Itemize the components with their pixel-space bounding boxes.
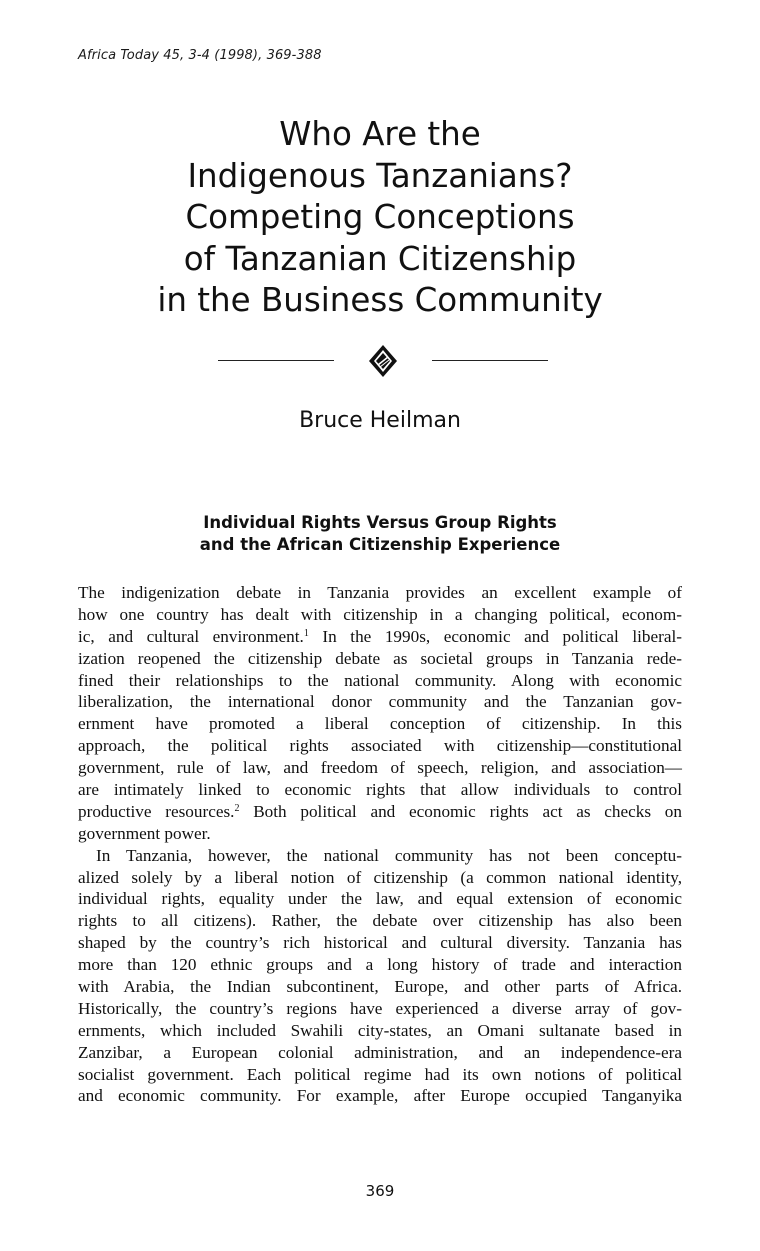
text-line: Zanzibar, a European colonial administration, and an independence-era: [78, 1042, 682, 1062]
text-line: In Tanzania, however, the national community has not been conceptu-: [96, 845, 682, 865]
text-line: individual rights, equality under the law, and equal extension of economic: [78, 889, 682, 909]
text-line: government, rule of law, and freedom of speech, religion, and association—: [78, 758, 682, 778]
title-line: Who Are the: [279, 115, 481, 153]
text-line: [78, 801, 682, 823]
divider-rule-right: [432, 360, 548, 361]
article-body: [78, 582, 682, 1107]
title-line: Competing Conceptions: [185, 198, 575, 236]
diamond-ornament-icon: [367, 344, 399, 378]
text-line: The indigenization debate in Tanzania provides an excellent example of: [78, 583, 682, 602]
title-line: in the Business Community: [157, 281, 603, 319]
text-line: approach, the political rights associated with citizenship—constitutional: [78, 736, 682, 756]
running-head-citation: Africa Today 45, 3-4 (1998), 369-388: [78, 48, 322, 63]
divider-rule-left: [218, 360, 334, 361]
text-line: [78, 626, 682, 648]
title-line: Indigenous Tanzanians?: [187, 156, 573, 195]
text-line: rights to all citizens). Rather, the debate over citizenship has also been: [78, 911, 682, 931]
text-line: fined their relationships to the national community. Along with economic: [78, 670, 682, 690]
text-fragment: In the 1990s, economic and political liberal-: [308, 626, 683, 646]
text-line: Historically, the country’s regions have experienced a diverse array of gov-: [78, 998, 682, 1018]
text-line: with Arabia, the Indian subcontinent, Europe, and other parts of Africa.: [78, 977, 682, 997]
text-line: liberalization, the international donor community and the Tanzanian gov-: [78, 692, 682, 712]
text-line: ernments, which included Swahili city-states, an Omani sultanate based in: [78, 1020, 682, 1040]
author-name: Bruce Heilman: [299, 408, 461, 433]
text-line: how one country has dealt with citizenship in a changing political, econom-: [78, 604, 682, 624]
text-line: ernment have promoted a liberal conception of citizenship. In this: [78, 714, 682, 734]
text-line: alized solely by a liberal notion of citizenship (a common national identity,: [78, 867, 682, 887]
section-heading-line: and the African Citizenship Experience: [199, 535, 561, 554]
text-fragment: Both political and economic rights act as checks on: [239, 801, 682, 821]
section-heading-line: Individual Rights Versus Group Rights: [203, 513, 557, 532]
footnote-marker-2[interactable]: 2: [234, 802, 240, 814]
text-line: ization reopened the citizenship debate as societal groups in Tanzania rede-: [78, 648, 682, 668]
text-fragment: productive resources.: [78, 801, 235, 821]
article-title: [0, 114, 760, 322]
text-line: government power.: [78, 823, 211, 843]
page-number: 369: [365, 1182, 395, 1200]
text-line: shaped by the country’s rich historical and cultural diversity. Tanzania has: [78, 933, 682, 953]
section-heading: [0, 512, 760, 556]
paragraph-1: [78, 582, 682, 845]
text-line: socialist government. Each political regime had its own notions of political: [78, 1064, 682, 1084]
paragraph-2: [78, 845, 682, 1108]
text-line: more than 120 ethnic groups and a long history of trade and interaction: [78, 955, 682, 975]
footnote-marker-1[interactable]: 1: [303, 627, 309, 639]
text-fragment: ic, and cultural environment.: [78, 626, 304, 646]
title-line: of Tanzanian Citizenship: [183, 239, 577, 278]
title-ornament-divider: [0, 344, 760, 380]
text-line: are intimately linked to economic rights that allow individuals to control: [78, 780, 682, 800]
text-line: and economic community. For example, after Europe occupied Tanganyika: [78, 1086, 682, 1106]
